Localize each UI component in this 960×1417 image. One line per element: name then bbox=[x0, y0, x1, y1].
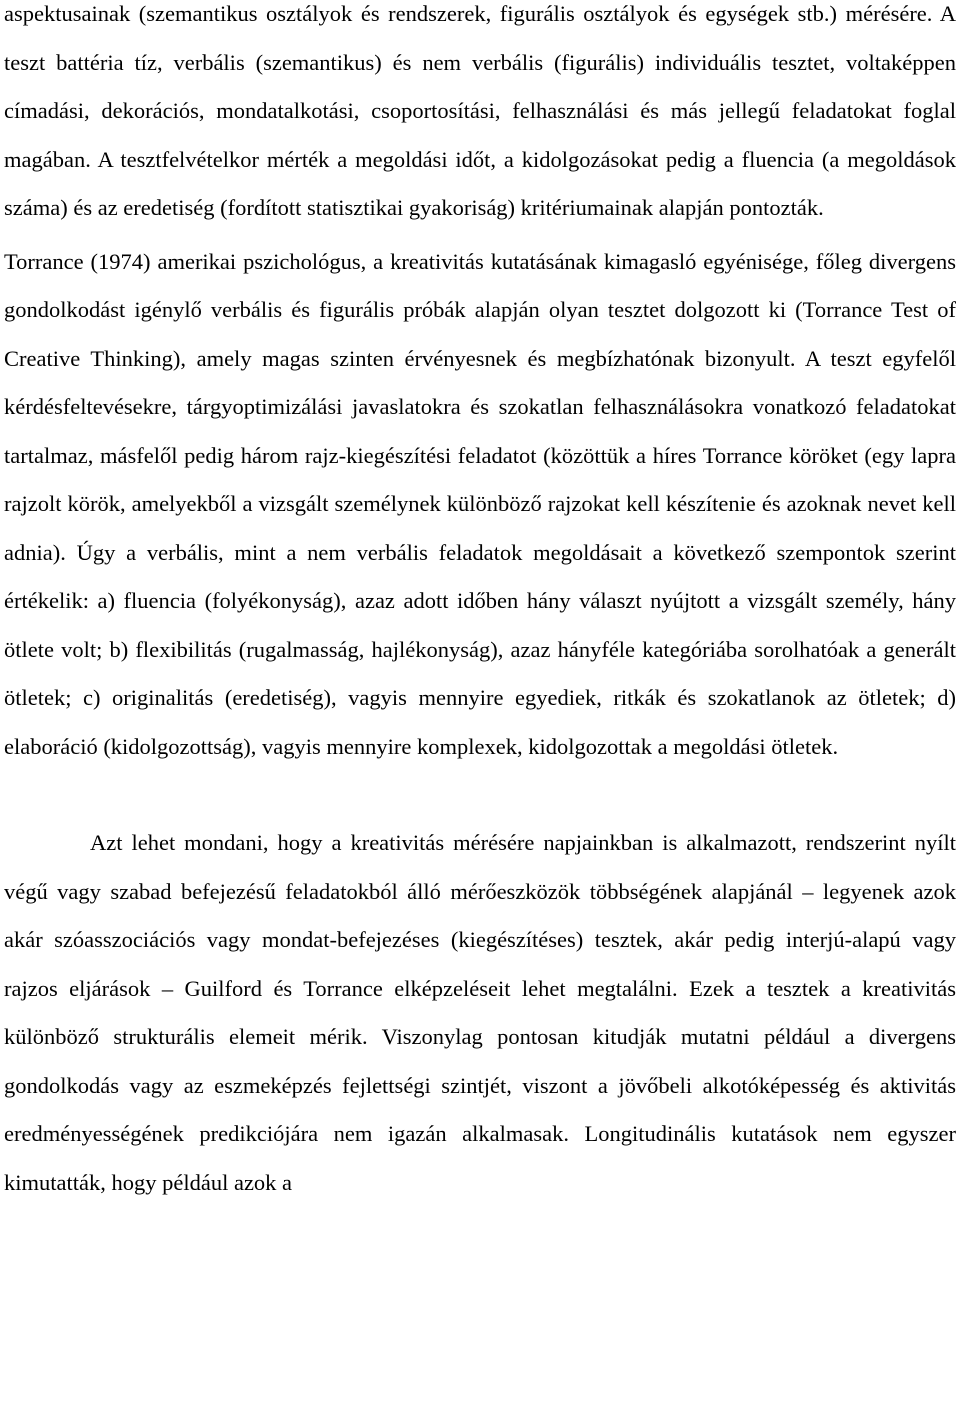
paragraph-1: aspektusainak (szemantikus osztályok és rendszerek, figurális osztályok és egységek stb.) mérésére. A teszt battéria tíz, verbális (szemantikus) és nem verbális (figurális) individuális tesztet, voltaképpen címadási, dekorációs, mondatalkotási, csoportosítási, felhasználási és más jellegű feladatokat foglal magában. A tesztfelvételkor mérték a megoldási időt, a kidolgozásokat pedig a fluencia (a megoldások száma) és az eredetiség (fordított statisztikai gyakoriság) kritériumainak alapján pontozták. bbox=[4, 1, 956, 220]
paragraph-2: Torrance (1974) amerikai pszichológus, a kreativitás kutatásának kimagasló egyénisége, főleg divergens gondolkodást igénylő verbális és figurális próbák alapján olyan tesztet dolgozott ki (Torrance Test of Creative Thinking), amely magas szinten érvényesnek és megbízhatónak bizonyult. A teszt egyfelől kérdésfeltevésekre, tárgyoptimizálási javaslatokra és szokatlan felhasználásokra vonatkozó feladatokat tartalmaz, másfelől pedig három rajz-kiegészítési feladatot (közöttük a híres Torrance köröket (egy lapra rajzolt körök, amelyekből a vizsgált személynek különböző rajzokat kell készítenie és azoknak nevet kell adnia). Úgy a verbális, mint a nem verbális feladatok megoldásait a következő szempontok szerint értékelik: a) fluencia (folyékonyság), azaz adott időben hány választ nyújtott a vizsgált személy, hány ötlete volt; b) flexibilitás (rugalmasság, hajlékonyság), azaz hányféle kategóriába sorolhatóak a generált ötletek; c) originalitás (eredetiség), vagyis mennyire egyediek, ritkák és szokatlanok az ötletek; d) elaboráció (kidolgozottság), vagyis mennyire komplexek, kidolgozottak a megoldási ötletek. bbox=[4, 248, 956, 759]
paragraph-3: Azt lehet mondani, hogy a kreativitás mérésére napjainkban is alkalmazott, rendszerint nyílt végű vagy szabad befejezésű feladatokból álló mérőeszközök többségének alapjánál – legyenek azok akár szóasszociációs vagy mondat-befejezéses (kiegészítéses) tesztek, akár pedig interjú-alapú vagy rajzos eljárások – Guilford és Torrance elképzeléseit lehet megtalálni. Ezek a tesztek a kreativitás különböző strukturális elemeit mérik. Viszonylag pontosan kitudják mutatni például a divergens gondolkodás vagy az eszmeképzés fejlettségi szintjét, viszont a jövőbeli alkotóképesség és aktivitás eredményességének predikciójára nem igazán alkalmasak. Longitudinális kutatások nem egyszer kimutatták, hogy például azok a bbox=[4, 830, 956, 1195]
document-page bbox=[4, 0, 956, 1207]
